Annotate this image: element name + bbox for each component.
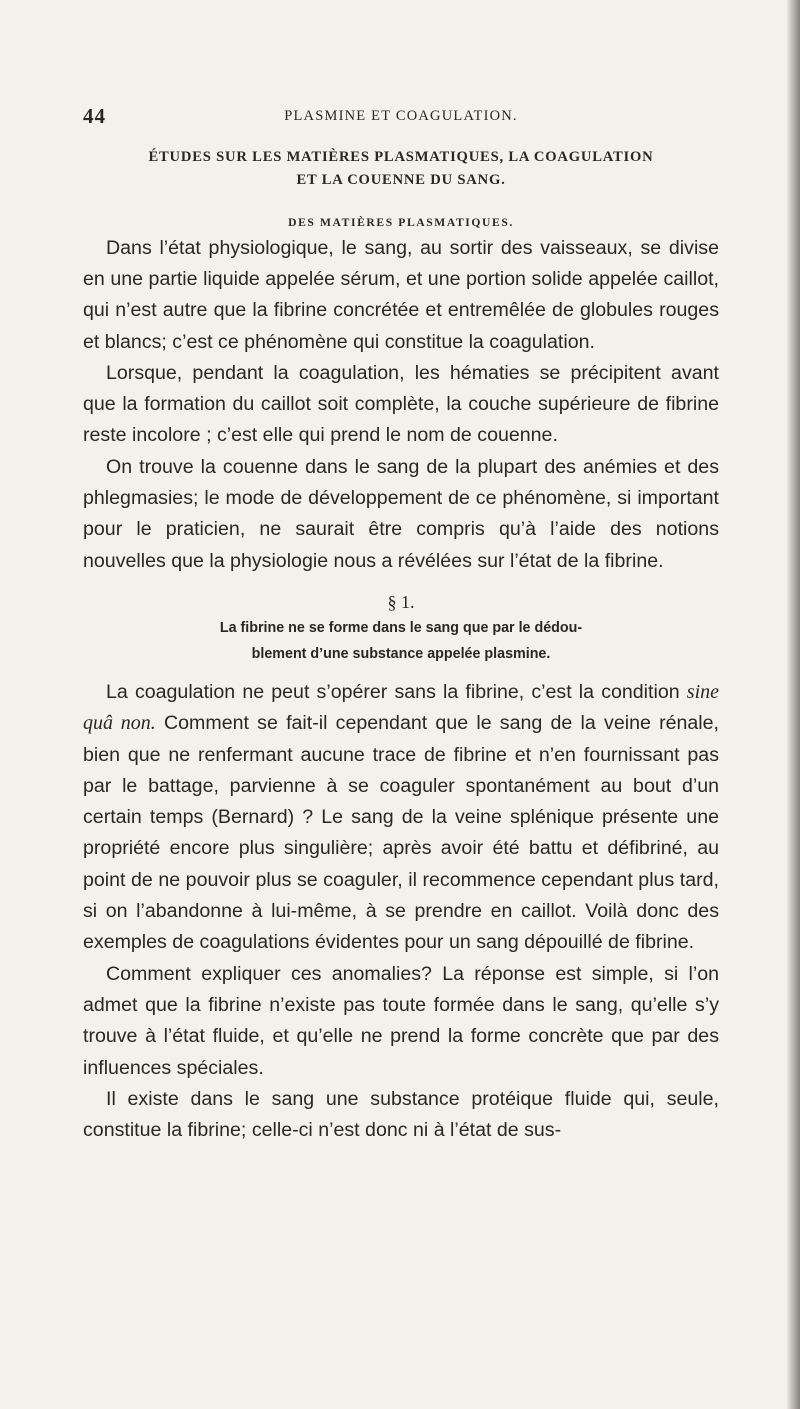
paragraph-5: Comment expliquer ces anomalies? La réponse est simple, si l’on admet que la fibrine n’existe pas toute formée dans le sang, qu’elle s’y trouve à l’état fluide, et qu’elle ne prend la forme concrète que par des influences spéciales.: [83, 962, 719, 1079]
paragraph-4-rest: Comment se fait-il cependant que le sang de la veine rénale, bien que ne renfermant aucune trace de fibrine et n’en fournissant pas par le battage, parvienne à se coaguler spontanément au bout d’un certain temps (Bernard) ? Le sang de la veine splénique présente une propriété encore plus singulière; après avoir été battu et défibriné, au point de ne pouvoir plus se coaguler, il recommence cependant plus tard, si on l’abandonne à lui-même, à se prendre en caillot. Voilà donc des exemples de coagulations évidentes pour un sang dépouillé de fibrine.: [83, 712, 719, 954]
subsection-heading-line-1: [83, 589, 719, 641]
latin-phrase: sine quâ non.: [83, 680, 719, 735]
paragraph-4: [83, 677, 719, 959]
paragraph-1: Dans l’état physiologique, le sang, au sortir des vaisseaux, se divise en une partie liquide appelée sérum, et une portion solide appelée caillot, qui n’est autre que la fibrine concrétée et entremêlée de globules rouges et blancs; c’est ce phénomène qui constitue la coagulation.: [83, 236, 719, 353]
chapter-title-line-1: ÉTUDES SUR LES MATIÈRES PLASMATIQUES, LA COAGULATION: [148, 149, 654, 165]
running-title: PLASMINE ET COAGULATION.: [284, 108, 518, 124]
page-number: 44: [83, 104, 106, 128]
subsection-line-1-text: La fibrine ne se forme dans le sang que par le dédou-: [219, 619, 583, 636]
chapter-title-line-2: ET LA COUENNE DU SANG.: [296, 172, 506, 189]
paragraph-3: On trouve la couenne dans le sang de la plupart des anémies et des phlegmasies; le mode de développement de ce phénomène, si important pour le praticien, ne saurait être compris qu’à l’aide des notions nouvelles que la physiologie nous a révélées sur l’état de la fibrine.: [83, 455, 719, 572]
body-text: [83, 233, 719, 1147]
subsection-heading-line-2: blement d’une substance appelée plasmine.: [251, 645, 551, 662]
chapter-title: [83, 146, 719, 193]
running-head: [83, 104, 719, 136]
page-edge-shadow: [786, 0, 800, 1409]
section-mark: § 1.: [387, 591, 415, 612]
paragraph-4-start: La coagulation ne peut s’opérer sans la fibrine, c’est la condition: [106, 680, 687, 703]
book-page: [83, 104, 719, 1146]
subsection-heading: [83, 589, 719, 667]
paragraph-6: Il existe dans le sang une substance protéique fluide qui, seule, constitue la fibrine; celle-ci n’est donc ni à l’état de sus-: [83, 1087, 719, 1142]
paragraph-2: Lorsque, pendant la coagulation, les hématies se précipitent avant que la formation du caillot soit complète, la couche supérieure de fibrine reste incolore ; c’est elle qui prend le nom de couenne.: [83, 361, 719, 447]
section-title: DES MATIÈRES PLASMATIQUES.: [288, 215, 514, 229]
